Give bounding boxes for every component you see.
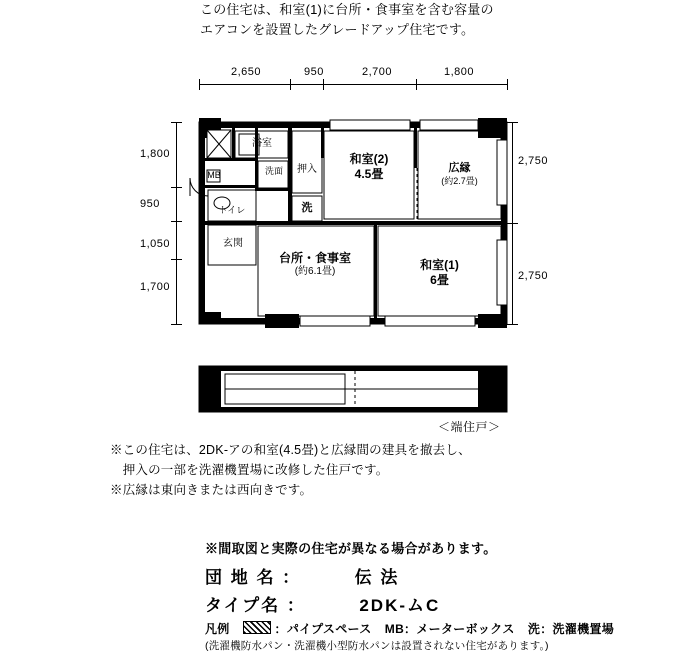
dim-right-2: 2,750 — [518, 270, 549, 282]
label-washitsu1-name: 和室(1) — [420, 258, 459, 272]
legend-footnote: (洗濯機防水パン・洗濯機小型防水パンは設置されない住宅があります。) — [205, 640, 549, 652]
top-description-line-1: この住宅は、和室(1)に台所・食事室を含む容量の — [200, 2, 494, 17]
label-hiroen — [418, 162, 501, 187]
center-note: ※間取図と実際の住宅が異なる場合があります。 — [205, 541, 497, 556]
label-entrance: 玄関 — [223, 238, 243, 249]
legend — [205, 620, 614, 637]
label-closet — [296, 165, 318, 176]
label-mb: MB — [207, 170, 221, 180]
field-type-name-label: タイプ名 ： — [205, 596, 306, 615]
label-washitsu1 — [378, 258, 501, 288]
field-type-name-value: 2DK-ムC — [359, 596, 441, 615]
dim-left-3: 1,050 — [140, 238, 171, 250]
label-bathroom: 浴室 — [252, 138, 272, 149]
label-hiroen-size: (約2.7畳) — [441, 175, 478, 186]
legend-item-pipe-space: ：パイプスペース — [274, 622, 372, 636]
dim-top-3: 2,700 — [362, 66, 393, 78]
label-hiroen-name: 広縁 — [448, 162, 471, 174]
dim-top-4: 1,800 — [444, 66, 475, 78]
dim-left-2: 950 — [140, 198, 160, 210]
field-estate-name — [205, 563, 399, 588]
dim-left-4: 1,700 — [140, 281, 171, 293]
pipe-space-icon — [243, 621, 271, 634]
dim-top-1: 2,650 — [231, 66, 262, 78]
end-unit-mark: ＜端住戸＞ — [438, 420, 501, 434]
dim-left-1: 1,800 — [140, 148, 171, 160]
label-closet-text: 押入 — [297, 164, 317, 175]
dim-top-2: 950 — [304, 66, 324, 78]
label-kitchen-dining — [256, 251, 374, 279]
field-estate-name-label: 団 地 名 ： — [205, 568, 302, 587]
label-washstand: 洗面 — [264, 166, 283, 176]
label-kitchen-dining-name: 台所・食事室 — [278, 251, 351, 265]
notes-block — [110, 440, 630, 500]
top-description-line-2: エアコンを設置したグレードアップ住宅です。 — [200, 22, 475, 38]
legend-item-laundry: 洗：洗濯機置場 — [527, 622, 615, 636]
note-line-2: 押入の一部を洗濯機置場に改修した住戸です。 — [110, 463, 389, 477]
label-kitchen-dining-size: (約6.1畳) — [294, 266, 336, 277]
legend-title: 凡例 — [205, 622, 230, 636]
note-line-3: ※広縁は東向きまたは西向きです。 — [110, 483, 313, 497]
label-washitsu2-name: 和室(2) — [349, 152, 389, 166]
label-toilet: トイレ — [218, 205, 246, 215]
label-laundry: 洗 — [301, 202, 313, 214]
label-washitsu2-size: 4.5畳 — [354, 167, 384, 181]
label-washitsu1-size: 6畳 — [430, 273, 449, 287]
label-washitsu2 — [324, 152, 414, 182]
field-estate-name-value: 伝 法 — [354, 568, 400, 587]
dim-right-1: 2,750 — [518, 155, 549, 167]
legend-item-meter-box: MB：メーターボックス — [384, 622, 515, 636]
note-line-1: ※この住宅は、2DK-アの和室(4.5畳)と広縁間の建具を撤去し、 — [110, 443, 471, 457]
field-type-name — [205, 591, 440, 616]
